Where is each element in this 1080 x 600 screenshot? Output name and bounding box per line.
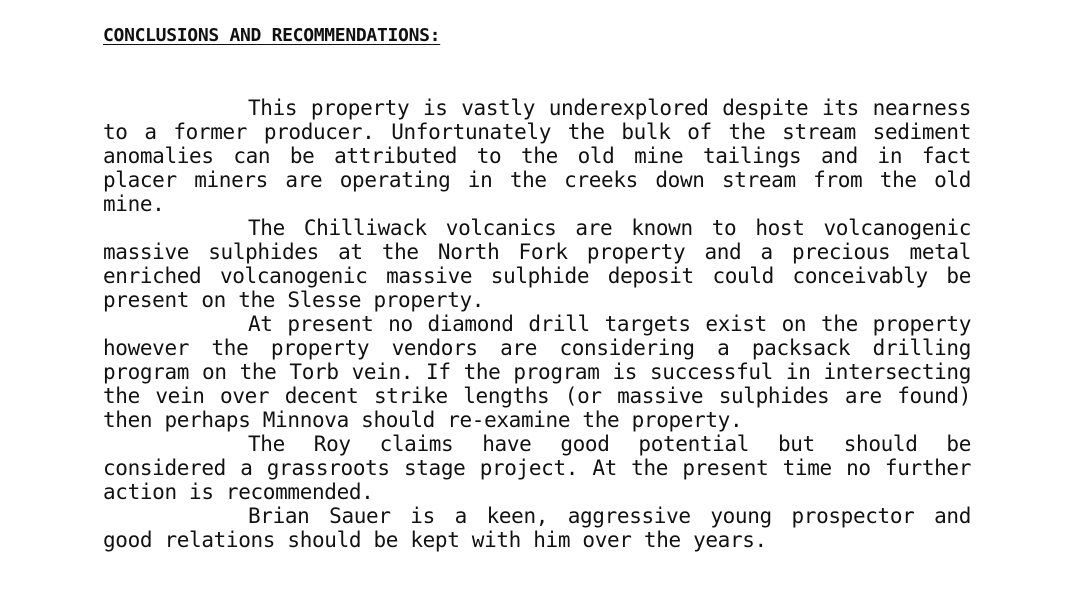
paragraph-brian-sauer: Brian Sauer is a keen, aggressive young prospector and good relations should be kept with him over the years.: [103, 504, 971, 552]
section-heading: CONCLUSIONS AND RECOMMENDATIONS:: [103, 25, 441, 46]
paragraph-property-overview: This property is vastly underexplored despite its nearness to a former producer. Unfortunately the bulk of the stream sediment anomalies can be attributed to the old mine tailings and in fact placer miners are operating in the creeks down stream from the old mine.: [103, 96, 971, 216]
paragraph-roy-claims: The Roy claims have good potential but should be considered a grassroots stage project. At the present time no further action is recommended.: [103, 432, 971, 504]
body-text: [103, 96, 971, 552]
paragraph-chilliwack-volcanics: The Chilliwack volcanics are known to host volcanogenic massive sulphides at the North Fork property and a precious metal enriched volcanogenic massive sulphide deposit could conceivably be present on the Slesse property.: [103, 216, 971, 312]
paragraph-drill-targets: At present no diamond drill targets exist on the property however the property vendors are considering a packsack drilling program on the Torb vein. If the program is successful in intersecting the vein over decent strike lengths (or massive sulphides are found) then perhaps Minnova should re-examine the property.: [103, 312, 971, 432]
